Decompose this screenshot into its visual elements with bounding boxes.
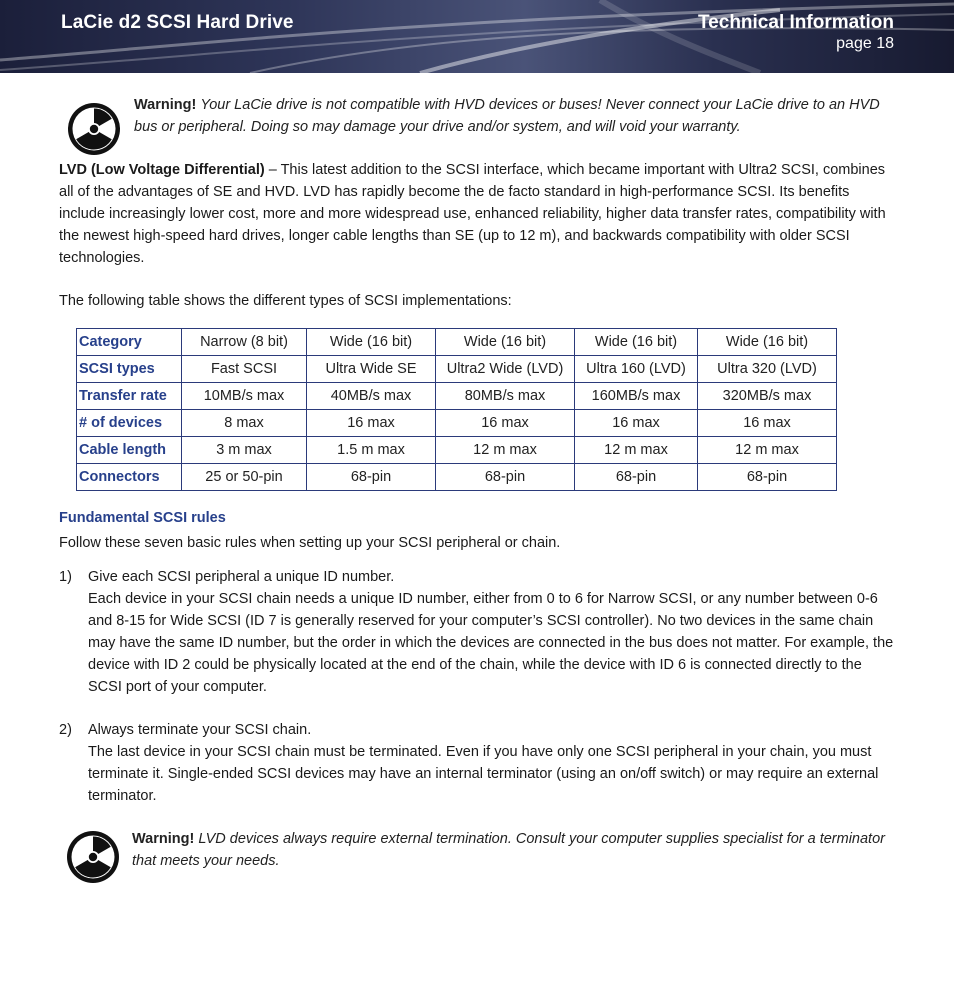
row-label: Transfer rate xyxy=(77,383,182,410)
table-cell: 68-pin xyxy=(575,464,698,491)
table-cell: Fast SCSI xyxy=(182,356,307,383)
table-cell: 16 max xyxy=(436,410,575,437)
table-cell: 12 m max xyxy=(698,437,837,464)
warning-hvd xyxy=(134,95,904,138)
document-title: LaCie d2 SCSI Hard Drive xyxy=(61,12,294,33)
table-cell: 68-pin xyxy=(436,464,575,491)
rule-number: 2) xyxy=(59,722,72,738)
table-cell: 10MB/s max xyxy=(182,383,307,410)
row-label: Category xyxy=(77,329,182,356)
table-cell: Ultra 160 (LVD) xyxy=(575,356,698,383)
table-cell: 12 m max xyxy=(575,437,698,464)
table-cell: 80MB/s max xyxy=(436,383,575,410)
warning-text: Your LaCie drive is not compatible with HVD devices or buses! Never connect your LaCie drive to an HVD bus or peripheral. Doing so may damage your drive and/or system, and will void your warranty. xyxy=(134,97,880,135)
table-row xyxy=(77,383,837,410)
rule-1 xyxy=(88,566,898,698)
table-cell: 16 max xyxy=(307,410,436,437)
table-cell: Wide (16 bit) xyxy=(575,329,698,356)
table-row xyxy=(77,329,837,356)
table-cell: 16 max xyxy=(698,410,837,437)
hazard-icon xyxy=(66,830,120,884)
table-cell: Wide (16 bit) xyxy=(307,329,436,356)
warning-label: Warning! xyxy=(132,831,195,847)
warning-label: Warning! xyxy=(134,97,197,113)
page-header xyxy=(0,0,954,73)
table-cell: Wide (16 bit) xyxy=(436,329,575,356)
table-cell: 68-pin xyxy=(307,464,436,491)
row-label: Connectors xyxy=(77,464,182,491)
table-cell: 1.5 m max xyxy=(307,437,436,464)
table-cell: Narrow (8 bit) xyxy=(182,329,307,356)
row-label: Cable length xyxy=(77,437,182,464)
warning-text: LVD devices always require external termination. Consult your computer supplies specialist for a terminator that meets your needs. xyxy=(132,831,885,869)
section-title: Technical Information xyxy=(697,12,894,33)
table-cell: Wide (16 bit) xyxy=(698,329,837,356)
rule-number: 1) xyxy=(59,569,72,585)
hazard-icon xyxy=(67,102,121,156)
lvd-paragraph xyxy=(59,159,899,269)
table-cell: 160MB/s max xyxy=(575,383,698,410)
rule-heading: Always terminate your SCSI chain. xyxy=(88,722,312,738)
table-cell: Ultra Wide SE xyxy=(307,356,436,383)
rule-heading: Give each SCSI peripheral a unique ID number. xyxy=(88,569,395,585)
table-cell: 8 max xyxy=(182,410,307,437)
warning-lvd xyxy=(132,829,892,872)
table-row xyxy=(77,356,837,383)
table-cell: Ultra2 Wide (LVD) xyxy=(436,356,575,383)
rule-body: The last device in your SCSI chain must be terminated. Even if you have only one SCSI peripheral in your chain, you must terminate it. Single-ended SCSI devices may have an internal terminator (using an on/off switch) or may require an external terminator. xyxy=(88,744,879,804)
table-cell: 12 m max xyxy=(436,437,575,464)
row-label: # of devices xyxy=(77,410,182,437)
rule-body: Each device in your SCSI chain needs a unique ID number, either from 0 to 6 for Narrow SCSI, or any number between 0-6 and 8-15 for Wide SCSI (ID 7 is generally reserved for your computer’s SCSI controller). No two devices in the same chain may have the same ID number, but the order in which the devices are connected in the bus does not matter. For example, the device with ID 2 could be physically located at the end of the chain, while the device with ID 6 is connected directly to the SCSI port of your computer. xyxy=(88,591,894,695)
table-cell: 16 max xyxy=(575,410,698,437)
rules-intro: Follow these seven basic rules when setting up your SCSI peripheral or chain. xyxy=(59,535,561,551)
row-label: SCSI types xyxy=(77,356,182,383)
table-row xyxy=(77,437,837,464)
rule-2 xyxy=(88,719,898,807)
lvd-text: – This latest addition to the SCSI interface, which became important with Ultra2 SCSI, combines all of the advantages of SE and HVD. LVD has rapidly become the de facto standard in high-performance SCSI. Its benefits include increasingly lower cost, more and more widespread use, enhanced reliability, higher data transfer rates, compatibility with the newest high-speed hard drives, longer cable lengths than SE (up to 12 m), and backwards compatibility with older SCSI technologies. xyxy=(59,162,886,266)
table-cell: 320MB/s max xyxy=(698,383,837,410)
table-cell: Ultra 320 (LVD) xyxy=(698,356,837,383)
rules-title: Fundamental SCSI rules xyxy=(59,510,226,526)
table-cell: 3 m max xyxy=(182,437,307,464)
table-row xyxy=(77,410,837,437)
table-cell: 40MB/s max xyxy=(307,383,436,410)
lvd-term: LVD (Low Voltage Differential) xyxy=(59,162,265,178)
scsi-implementations-table xyxy=(76,328,837,491)
table-intro: The following table shows the different types of SCSI implementations: xyxy=(59,293,512,309)
table-row xyxy=(77,464,837,491)
header-background-graphic xyxy=(0,0,954,73)
page-number: page 18 xyxy=(836,35,894,52)
table-cell: 25 or 50-pin xyxy=(182,464,307,491)
table-cell: 68-pin xyxy=(698,464,837,491)
